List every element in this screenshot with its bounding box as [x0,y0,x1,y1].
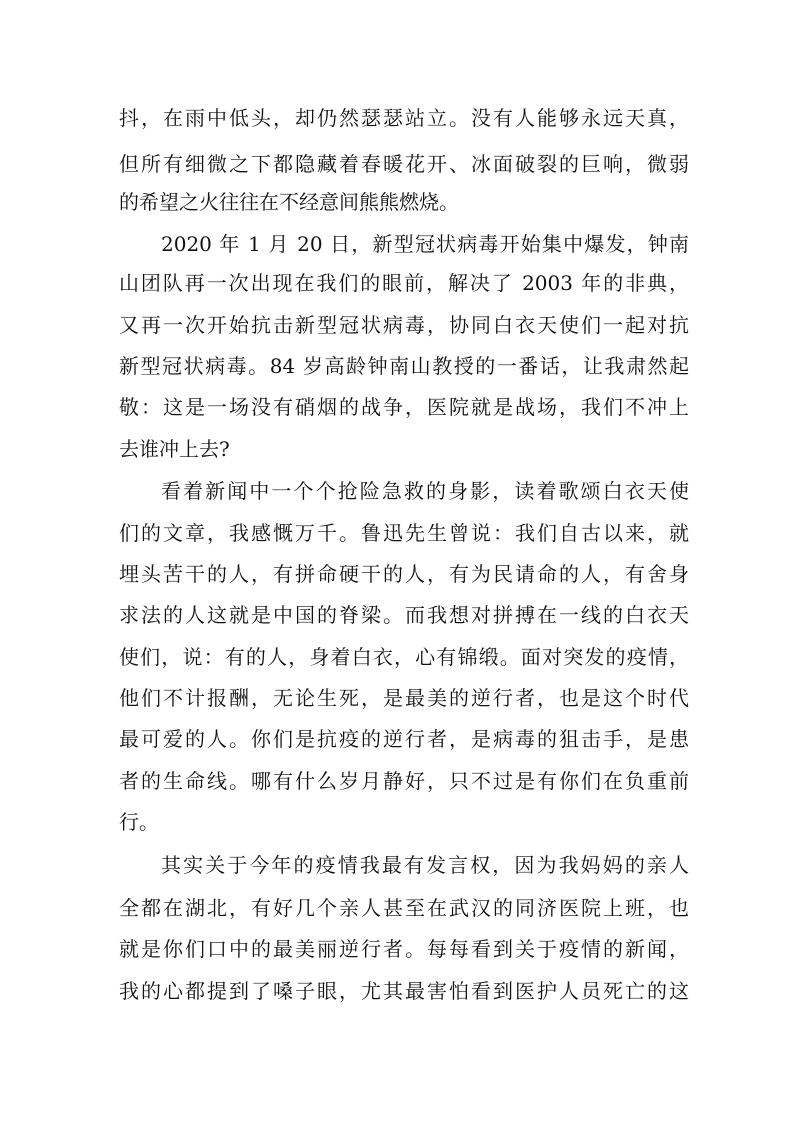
text-line: 山团队再一次出现在我们的眼前，解决了 2003 年的非典， [119,271,689,295]
text-line: 最可爱的人。你们是抗疫的逆行者，是病毒的狙击手，是患 [119,727,689,751]
paragraph-first-line: 2020 年 1 月 20 日，新型冠状病毒开始集中爆发，钟南 [161,232,689,256]
text-line: 求法的人这就是中国的脊梁。而我想对拼搏在一线的白衣天 [119,603,689,627]
text-line: 行。 [119,810,159,834]
text-line: 埋头苦干的人，有拼命硬干的人，有为民请命的人，有舍身 [119,562,689,586]
text-line: 又再一次开始抗击新型冠状病毒，协同白衣天使们一起对抗 [119,313,689,337]
text-line: 他们不计报酬，无论生死，是最美的逆行者，也是这个时代 [119,686,689,710]
text-line: 们的文章，我感慨万千。鲁迅先生曾说：我们自古以来，就 [119,521,689,545]
text-line: 我的心都提到了嗓子眼，尤其最害怕看到医护人员死亡的这 [119,979,689,1003]
text-line: 抖，在雨中低头，却仍然瑟瑟站立。没有人能够永远天真， [119,106,689,130]
text-line: 新型冠状病毒。84 岁高龄钟南山教授的一番话，让我肃然起 [119,354,689,378]
text-line: 的希望之火往往在不经意间熊熊燃烧。 [119,190,459,214]
text-line: 去谁冲上去? [119,437,230,461]
paragraph-first-line: 其实关于今年的疫情我最有发言权，因为我妈妈的亲人 [161,853,689,877]
text-line: 使们，说：有的人，身着白衣，心有锦缎。面对突发的疫情， [119,645,689,669]
text-line: 就是你们口中的最美丽逆行者。每每看到关于疫情的新闻， [119,937,689,961]
text-line: 但所有细微之下都隐藏着春暖花开、冰面破裂的巨响，微弱 [119,152,689,176]
text-line: 全都在湖北，有好几个亲人甚至在武汉的同济医院上班，也 [119,896,689,920]
text-line: 者的生命线。哪有什么岁月静好，只不过是有你们在负重前 [119,769,689,793]
paragraph-first-line: 看着新闻中一个个抢险急救的身影，读着歌颂白衣天使 [161,479,689,503]
text-line: 敬：这是一场没有硝烟的战争，医院就是战场，我们不冲上 [119,395,689,419]
